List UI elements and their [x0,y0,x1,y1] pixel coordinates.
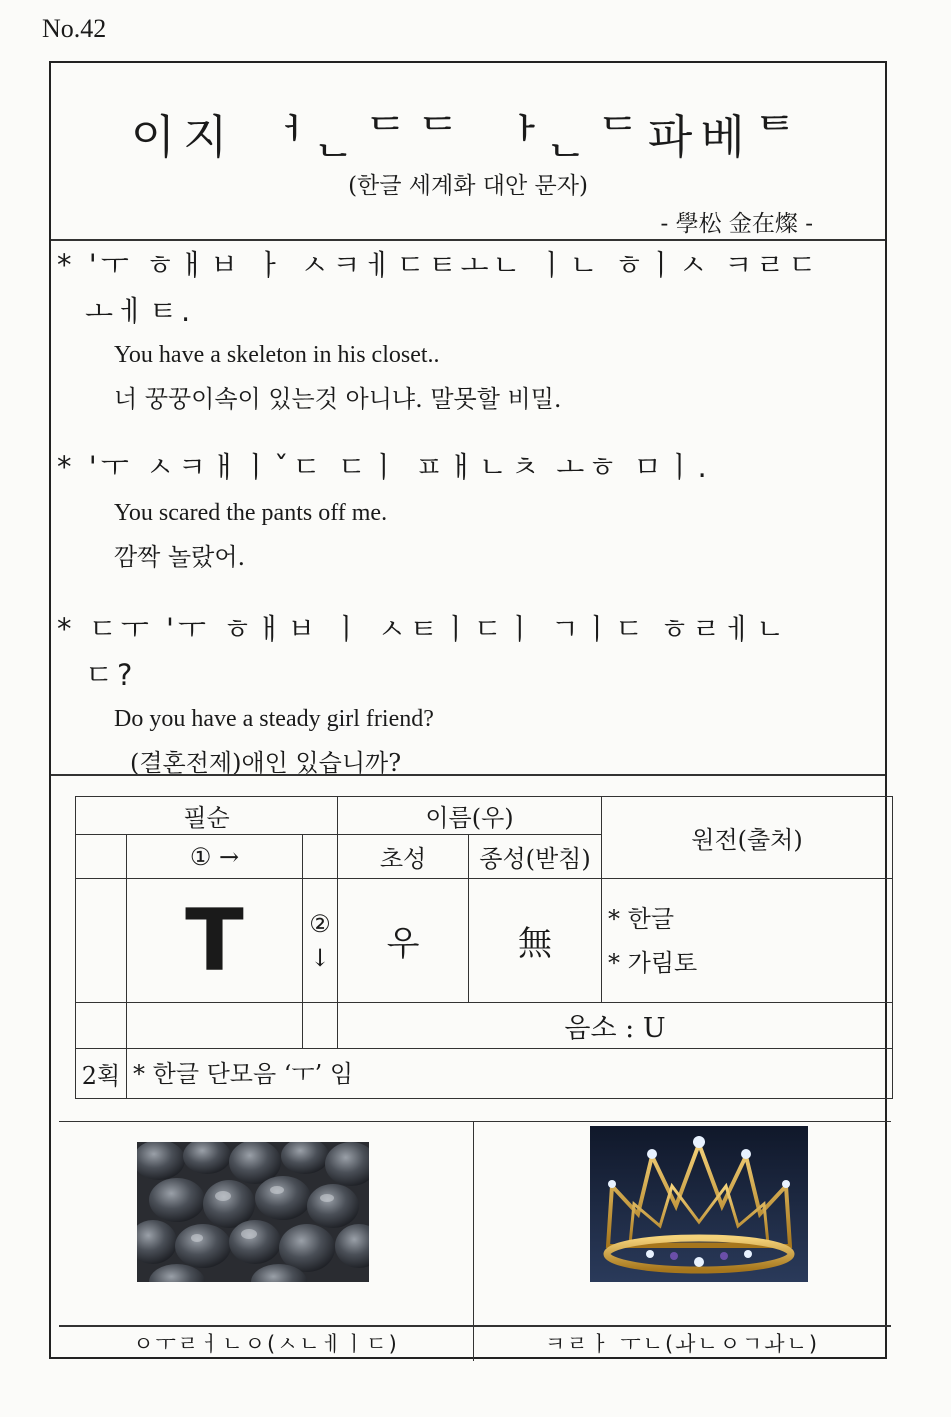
stroke-order-header: 필순 [76,797,338,835]
document-frame [49,61,887,1359]
letter-glyph: T [127,879,303,1003]
korean-sentence: 깜짝 놀랐어. [114,543,246,571]
name-header: 이름(우) [338,797,602,835]
alphabet-line: ㅗㅔㅌ. [85,294,195,328]
korean-sentence: 너 꿍꿍이속이 있는것 아니냐. 말못할 비밀. [114,385,562,413]
image-cell [473,1121,891,1326]
blank-cell [76,1003,127,1049]
page-title: 이지 ᅥᆫᄃᄃ ᅡᆫᄃ파베ᄐ [130,110,806,164]
blank-cell [303,835,338,879]
author: - 學松 金在燦 - [660,211,813,237]
down-arrow-icon: ↓ [309,943,331,972]
initial-header: 초성 [338,835,469,879]
image-caption: ㅋㄹㅏ ㅜㄴ(ㅘㄴㅇㄱㅘㄴ) [473,1325,891,1361]
phoneme: 음소 : U [338,1003,893,1049]
initial-value: 우 [338,879,469,1003]
alphabet-line: * ㄷㅜ 'ㅜ ㅎㅐㅂ ㅣ ㅅㅌㅣㄷㅣ ㄱㅣㄷ ㅎㄹㅔㄴ [57,612,789,646]
stroke-step-2 [303,879,338,1003]
english-sentence: Do you have a steady girl friend? [114,706,434,732]
step-2-number: ② [309,909,331,938]
stroke-count: 2획 [76,1049,127,1099]
blank-cell [303,1003,338,1049]
stroke-step-1: ① → [127,835,303,879]
letter-info-table [75,796,893,1099]
image-caption: ㅇㅜㄹㅓㄴㅇ(ㅅㄴㅔㅣㄷ) [59,1325,474,1361]
image-panel [59,1121,891,1361]
alphabet-line: * 'ㅜ ㅎㅐㅂ ㅏ ㅅㅋㅔㄷㅌㅗㄴ ㅣㄴ ㅎㅣㅅ ㅋㄹㄷ [57,248,821,282]
page-number: No.42 [42,14,107,43]
final-header: 종성(받침) [469,835,602,879]
crown-image [590,1126,808,1282]
letter-note: * 한글 단모음 ‘ㅜ’ 임 [127,1049,893,1099]
entry-3 [57,605,879,785]
alphabet-line: ㄷ? [85,658,137,692]
entry-2 [57,443,879,579]
alphabet-line: * 'ㅜ ㅅㅋㅐㅣˇㄷ ㄷㅣ ㅍㅐㄴㅊ ㅗㅎ ㅁㅣ. [57,450,711,484]
origin-notes [602,879,893,1003]
english-sentence: You scared the pants off me. [114,500,388,526]
image-cell [59,1121,474,1326]
blank-cell [76,879,127,1003]
divider [51,774,885,776]
origin-item: * 한글 [608,904,674,933]
english-sentence: You have a skeleton in his closet.. [114,342,440,368]
blank-cell [76,835,127,879]
final-value: 無 [469,879,602,1003]
korean-sentence: (결혼전제)애인 있습니까? [130,749,402,777]
blank-cell [127,1003,303,1049]
chestnut-image [137,1142,369,1282]
entry-1 [57,241,879,421]
page-subtitle: (한글 세계화 대안 문자) [348,173,588,199]
origin-item: * 가림토 [608,948,698,977]
origin-header: 원전(출처) [602,797,893,879]
